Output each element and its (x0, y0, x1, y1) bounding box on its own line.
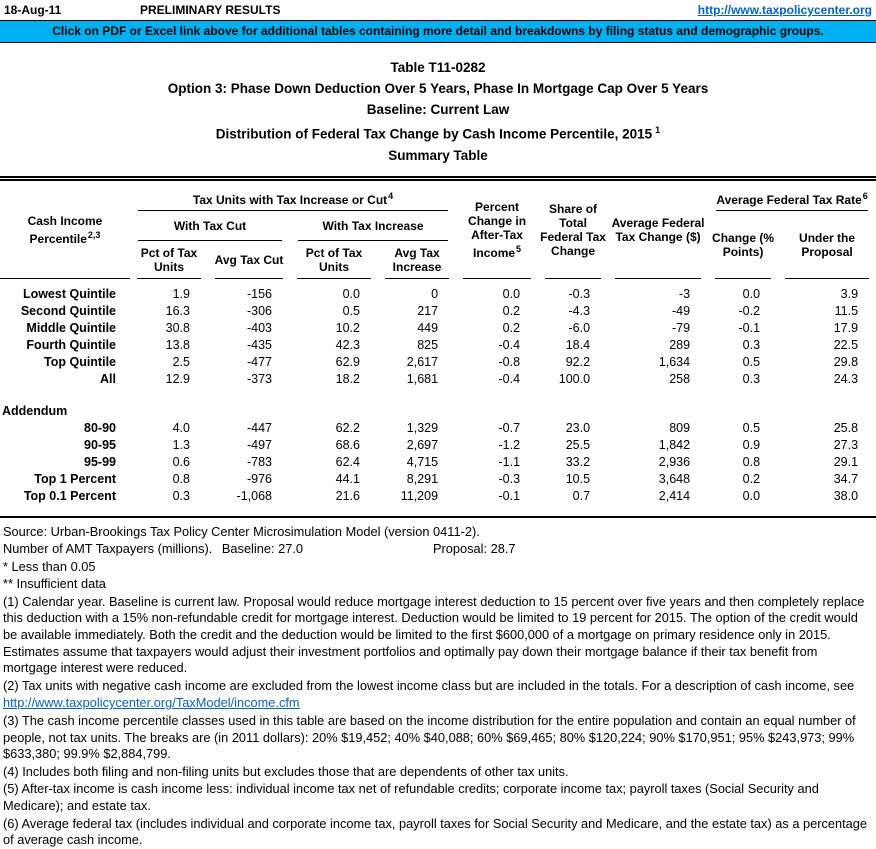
cell: 0.3 (742, 337, 761, 352)
cell: -447 (246, 420, 272, 435)
cell: 62.9 (335, 354, 360, 369)
cell: 30.8 (165, 320, 190, 335)
cell: 1,634 (658, 354, 691, 369)
row-label: 80-90 (84, 420, 116, 435)
cell: -0.3 (498, 471, 521, 486)
table-row (0, 303, 876, 320)
taxpolicycenter-link[interactable]: http://www.taxpolicycenter.org (697, 3, 872, 17)
cell: 4.0 (172, 420, 190, 435)
table-row (0, 437, 876, 454)
col-header-share-total-federal-tax-change: Share of Total Federal Tax Change (538, 181, 608, 279)
cell: 2,617 (406, 354, 439, 369)
cell: -3 (678, 286, 691, 301)
info-banner-text: Click on PDF or Excel link above for additional tables containing more detail and breakdowns by filing status and demographic groups. (52, 24, 824, 38)
col-header-cash-income-percentile: Cash Income Percentile$^{2,3}$ (0, 181, 130, 279)
cell: 11,209 (400, 488, 439, 503)
col-group-with-tax-increase: With Tax Increase (290, 211, 456, 241)
cell: -435 (246, 337, 272, 352)
footnote-2-link-line (3, 695, 873, 712)
cell: 8,291 (406, 471, 439, 486)
table-row (0, 471, 876, 488)
cell: -79 (671, 320, 691, 335)
preliminary-results-label: PRELIMINARY RESULTS (140, 3, 281, 17)
title-block (0, 57, 876, 166)
cell: 16.3 (165, 303, 190, 318)
report-date: 18-Aug-11 (4, 3, 62, 17)
cell: -306 (246, 303, 272, 318)
footnote-1: (1) Calendar year. Baseline is current law. Proposal would reduce mortgage interest deduction to 15 percent over five years and then completely replace this deduction with a 15% non-refundable credit for mortgage interest. Deduction would be limited to 19 percent for 2015. The option of the credit would be available immediately. Both the credit and the deduction would be limited to the first $600,000 of a mortgage on primary residence only in 2015. Estimates assume that taxpayers would adjust their investment portfolios and optimally pay down their mortgage balance if their tax benefit from mortgage interest were reduced. (3, 593, 865, 676)
cell: 1.9 (172, 286, 190, 301)
row-label: 90-95 (84, 437, 116, 452)
less-than-note: * Less than 0.05 (3, 558, 96, 574)
summary-table (0, 181, 876, 505)
amt-baseline-value: Baseline: 27.0 (221, 541, 303, 557)
cell: -497 (246, 437, 272, 452)
cell: 21.6 (335, 488, 360, 503)
table-row (0, 279, 876, 303)
cell: -6.0 (568, 320, 591, 335)
row-label: Top 0.1 Percent (23, 488, 116, 503)
cell: 12.9 (165, 371, 190, 386)
baseline-title: Baseline: Current Law (366, 102, 510, 117)
table-row (0, 337, 876, 354)
cell: -0.8 (498, 354, 521, 369)
footnote-5: (5) After-tax income is cash income less: individual income tax net of refundable credits; corporate income tax; payroll taxes (Social Security and Medicare); and estate tax. (3, 781, 819, 813)
cell: 1,842 (658, 437, 691, 452)
footnote-ref-1: 1 (655, 125, 661, 135)
row-label: All (100, 371, 116, 386)
amt-proposal-value: Proposal: 28.7 (433, 541, 516, 557)
cell: 68.6 (335, 437, 360, 452)
footnote-ref-2-3: 2,3 (87, 229, 101, 240)
col-header-average-federal-tax-change: Average Federal Tax Change ($) (608, 181, 708, 279)
cell: 23.0 (565, 420, 591, 435)
cell: -156 (246, 286, 272, 301)
cell: 0.5 (342, 303, 360, 318)
cell: 100.0 (558, 371, 591, 386)
cell: -976 (246, 471, 272, 486)
income-definition-link[interactable]: http://www.taxpolicycenter.org/TaxModel/income.cfm (3, 695, 300, 711)
cell: -0.1 (738, 320, 761, 335)
col-group-tax-units-increase-or-cut: Tax Units with Tax Increase or Cut$^4$ (130, 181, 456, 211)
cell: -49 (671, 303, 691, 318)
cell: 92.2 (565, 354, 591, 369)
cell: 3,648 (658, 471, 691, 486)
cell: 11.5 (834, 303, 859, 318)
cell: 0.2 (502, 320, 521, 335)
cell: 449 (417, 320, 439, 335)
source-note: Source: Urban-Brookings Tax Policy Center Microsimulation Model (version 0411-2). (3, 523, 480, 539)
cell: 0.7 (572, 488, 591, 503)
cell: 0.0 (502, 286, 521, 301)
spacer-row (0, 388, 876, 403)
cell: 258 (669, 371, 691, 386)
cell: 2.5 (172, 354, 190, 369)
table-row (0, 454, 876, 471)
cell: -4.3 (568, 303, 591, 318)
cell: -477 (246, 354, 272, 369)
cell: 1,329 (406, 420, 439, 435)
col-header-pct-change-after-tax-income: Percent Change in After-Tax Income$^5$ (456, 181, 538, 279)
cell: 62.2 (335, 420, 360, 435)
table-row (0, 371, 876, 388)
col-header-rate-change-points: Change (% Points) (708, 211, 778, 279)
cell: 4,715 (406, 454, 439, 469)
cell: 0.0 (742, 488, 761, 503)
table-row (0, 320, 876, 337)
row-label: Fourth Quintile (26, 337, 116, 352)
cell: 1,681 (406, 371, 439, 386)
cell: 809 (669, 420, 691, 435)
footnotes (0, 518, 876, 849)
table-number-title: Table T11-0282 (390, 60, 486, 75)
cell: 0.2 (742, 471, 761, 486)
col-group-average-federal-tax-rate: Average Federal Tax Rate$^6$ (708, 181, 876, 211)
addendum-header-row (0, 403, 876, 420)
cell: 3.9 (840, 286, 859, 301)
cell: 825 (417, 337, 439, 352)
cell: 29.8 (833, 354, 859, 369)
cell: 18.2 (335, 371, 360, 386)
table-row (0, 420, 876, 437)
cell: 0.5 (742, 354, 761, 369)
cell: 10.2 (335, 320, 360, 335)
footnote-ref-5: 5 (516, 243, 522, 254)
row-label: Top Quintile (44, 354, 116, 369)
addendum-label: Addendum (2, 403, 68, 418)
cell: 33.2 (565, 454, 591, 469)
amt-taxpayers-note (3, 541, 873, 558)
row-label: Second Quintile (20, 303, 116, 318)
cell: -0.4 (498, 337, 521, 352)
col-header-avg-tax-increase: Avg Tax Increase (378, 241, 456, 279)
cell: -0.4 (498, 371, 521, 386)
insufficient-data-note: ** Insufficient data (3, 576, 106, 592)
row-label: 95-99 (84, 454, 116, 469)
option-title: Option 3: Phase Down Deduction Over 5 Years, Phase In Mortgage Cap Over 5 Years (167, 81, 709, 96)
cell: 18.4 (565, 337, 591, 352)
cell: 29.1 (833, 454, 859, 469)
row-label: Middle Quintile (26, 320, 116, 335)
cell: 42.3 (335, 337, 360, 352)
table-row (0, 354, 876, 371)
cell: 34.7 (833, 471, 859, 486)
cell: -1.1 (498, 454, 521, 469)
cell: 17.9 (833, 320, 859, 335)
cell: -0.7 (498, 420, 521, 435)
row-label: Top 1 Percent (34, 471, 116, 486)
col-header-avg-tax-cut: Avg Tax Cut (208, 241, 290, 279)
cell: 62.4 (335, 454, 360, 469)
cell: -1.2 (498, 437, 521, 452)
col-header-pct-tax-units-cut: Pct of Tax Units (130, 241, 208, 279)
table-row (0, 488, 876, 505)
cell: 0.5 (742, 420, 761, 435)
top-bar (0, 0, 876, 18)
summary-table-title: Summary Table (388, 147, 488, 163)
cell: 289 (669, 337, 691, 352)
cell: -0.1 (498, 488, 521, 503)
cell: 27.3 (833, 437, 859, 452)
cell: 25.8 (833, 420, 859, 435)
footnote-ref-4: 4 (388, 190, 394, 201)
cell: 24.3 (833, 371, 859, 386)
footnote-3: (3) The cash income percentile classes used in this table are based on the income distribution for the entire population and contain an equal number of people, not tax units. The breaks are (in 2011 dollars): 20% $19,452; 40% $40,088; 60% $69,465; 80% $120,224; 90% $170,951; 95% $243,973; 99% $633,380; 99.9% $2,884,799. (3, 713, 856, 762)
cell: -783 (246, 454, 272, 469)
footnote-2: (2) Tax units with negative cash income are excluded from the lowest income class but are included in the totals. For a description of cash income, see (3, 677, 855, 693)
cell: 10.5 (565, 471, 591, 486)
cell: 0.6 (172, 454, 190, 469)
cell: 0.8 (742, 454, 761, 469)
cell: -0.3 (568, 286, 591, 301)
cell: -373 (246, 371, 272, 386)
cell: -1,068 (236, 488, 272, 503)
cell: 25.5 (565, 437, 591, 452)
cell: 217 (417, 303, 439, 318)
footnote-4: (4) Includes both filing and non-filing units but excludes those that are dependents of other tax units. (3, 763, 569, 779)
col-header-rate-under-proposal: Under the Proposal (778, 211, 876, 279)
cell: 0 (431, 286, 439, 301)
footnote-6: (6) Average federal tax (includes individual and corporate income tax, payroll taxes for Social Security and Medicare, and the estate tax) as a percentage of average cash income. (3, 815, 868, 848)
cell: 0.2 (502, 303, 521, 318)
cell: 22.5 (833, 337, 859, 352)
cell: -0.2 (738, 303, 761, 318)
amt-label: Number of AMT Taxpayers (millions). (3, 541, 213, 557)
cell: 0.3 (742, 371, 761, 386)
cell: 0.0 (342, 286, 360, 301)
cell: 2,936 (658, 454, 691, 469)
cell: 0.0 (742, 286, 761, 301)
cell: 0.3 (172, 488, 190, 503)
cell: 44.1 (335, 471, 360, 486)
cell: 38.0 (833, 488, 859, 503)
cell: -403 (246, 320, 272, 335)
cell: 13.8 (165, 337, 190, 352)
cell: 2,414 (658, 488, 691, 503)
col-header-pct-tax-units-increase: Pct of Tax Units (290, 241, 378, 279)
col-group-with-tax-cut: With Tax Cut (130, 211, 290, 241)
cell: 0.9 (742, 437, 761, 452)
row-label: Lowest Quintile (22, 286, 116, 301)
cell: 1.3 (172, 437, 190, 452)
cell: 2,697 (406, 437, 439, 452)
cell: 0.8 (172, 471, 190, 486)
distribution-title: Distribution of Federal Tax Change by Cash Income Percentile, 2015 $^1$ (215, 125, 661, 142)
info-banner (0, 20, 876, 43)
footnote-ref-6: 6 (862, 190, 868, 201)
